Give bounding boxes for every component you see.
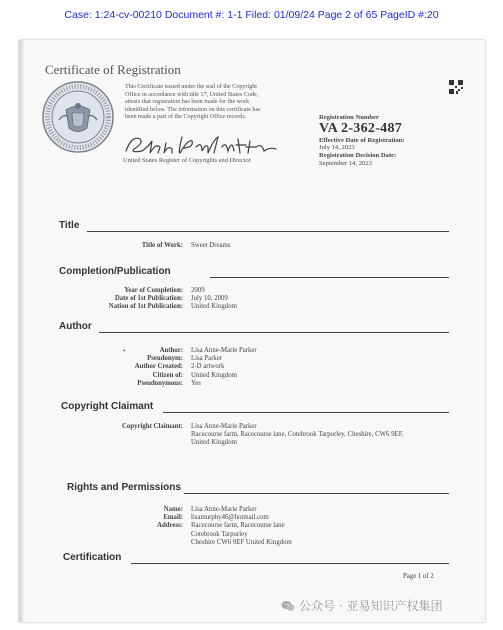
field-value: Lisa Parker — [191, 355, 223, 363]
intro-line: Office in accordance with title 17, United States Code, — [125, 91, 259, 98]
field-label: Author Created: — [134, 363, 183, 371]
field-value: lisamurphy46@hotmail.com — [191, 514, 269, 522]
field-label: Address: — [157, 522, 183, 530]
field-value: Lisa Anne-Marie Parker — [191, 506, 257, 513]
decision-date-label: Registration Decision Date: — [319, 152, 397, 159]
section-title-completion: Completion/Publication — [59, 266, 171, 277]
field-label: Nation of 1st Publication: — [108, 303, 183, 311]
section-rule — [163, 412, 449, 413]
wechat-icon — [281, 600, 295, 612]
scan-edge — [19, 40, 25, 622]
copyright-office-seal-icon — [41, 80, 115, 154]
field-label: Email: — [163, 514, 183, 522]
field-label: Pseudonymous: — [137, 379, 183, 387]
field-label: Title of Work: — [141, 242, 183, 249]
field-value: United Kingdom — [191, 371, 237, 379]
register-title: United States Register of Copyrights and Director — [123, 157, 251, 164]
field-value: United Kingdom — [191, 439, 237, 447]
field-label: Copyright Claimant: — [122, 423, 183, 430]
intro-line: This Certificate issued under the seal of the Copyright — [125, 84, 257, 90]
author-bullet: • — [123, 347, 126, 355]
intro-line: been made a part of the Copyright Office records. — [125, 114, 247, 121]
register-signature — [122, 133, 280, 157]
section-title-certification: Certification — [63, 552, 122, 563]
field-value: Racecourse farm, Racecourse lane, Cotebrook Tarporley, Cheshire, CW6 9EF, — [191, 431, 404, 439]
section-title-rights: Rights and Permissions — [67, 482, 181, 493]
field-value: Racecourse farm, Racecourse lane — [191, 522, 285, 530]
intro-line: identified below. The information on this certificate has — [125, 106, 261, 113]
field-label: Year of Completion: — [124, 287, 183, 294]
section-rule — [131, 563, 449, 564]
field-value: July 10, 2009 — [191, 295, 228, 303]
field-label: Date of 1st Publication: — [114, 295, 183, 303]
field-value: Cheshire CW6 9EF United Kingdom — [191, 538, 292, 546]
watermark — [281, 597, 442, 614]
field-value: Yes — [191, 379, 201, 387]
page-number: Page 1 of 2 — [403, 573, 434, 580]
certificate-intro — [125, 84, 310, 122]
section-title-title: Title — [59, 220, 80, 231]
section-rule — [87, 231, 449, 232]
section-rule — [210, 277, 449, 278]
case-header: Case: 1:24-cv-00210 Document #: 1-1 Filed: 01/09/24 Page 2 of 65 PageID #:20 — [64, 9, 439, 21]
field-value: 2-D artwork — [191, 363, 225, 371]
field-value: Lisa Anne-Marie Parker — [191, 423, 257, 430]
section-rule — [99, 332, 449, 333]
field-label: Pseudonym: — [147, 355, 183, 363]
field-value: 2009 — [191, 287, 205, 294]
qr-code-icon — [449, 80, 463, 94]
certificate-title: Certificate of Registration — [45, 62, 181, 77]
field-label: Author: — [159, 347, 183, 354]
field-value: United Kingdom — [191, 303, 237, 311]
field-value: Lisa Anne-Marie Parker — [191, 347, 257, 354]
watermark-text: 公众号 · 亚易知识产权集团 — [299, 599, 443, 613]
registration-number: VA 2-362-487 — [319, 121, 403, 136]
effective-date-label: Effective Date of Registration: — [319, 137, 405, 144]
registration-number-label: Registration Number — [319, 114, 379, 121]
section-title-author: Author — [59, 321, 92, 332]
intro-line: attests that registration has been made for the work — [125, 99, 250, 106]
field-label: Citizen of: — [152, 371, 183, 379]
section-title-claimant: Copyright Claimant — [61, 401, 154, 412]
certificate-page — [19, 40, 485, 622]
field-label: Name: — [163, 506, 183, 513]
section-rule — [184, 493, 449, 494]
field-value: Cotebrook Tarporley — [191, 530, 248, 538]
decision-date: September 14, 2023 — [319, 160, 372, 167]
field-value: Sweet Dreams — [191, 242, 231, 249]
effective-date: July 14, 2023 — [319, 144, 355, 151]
